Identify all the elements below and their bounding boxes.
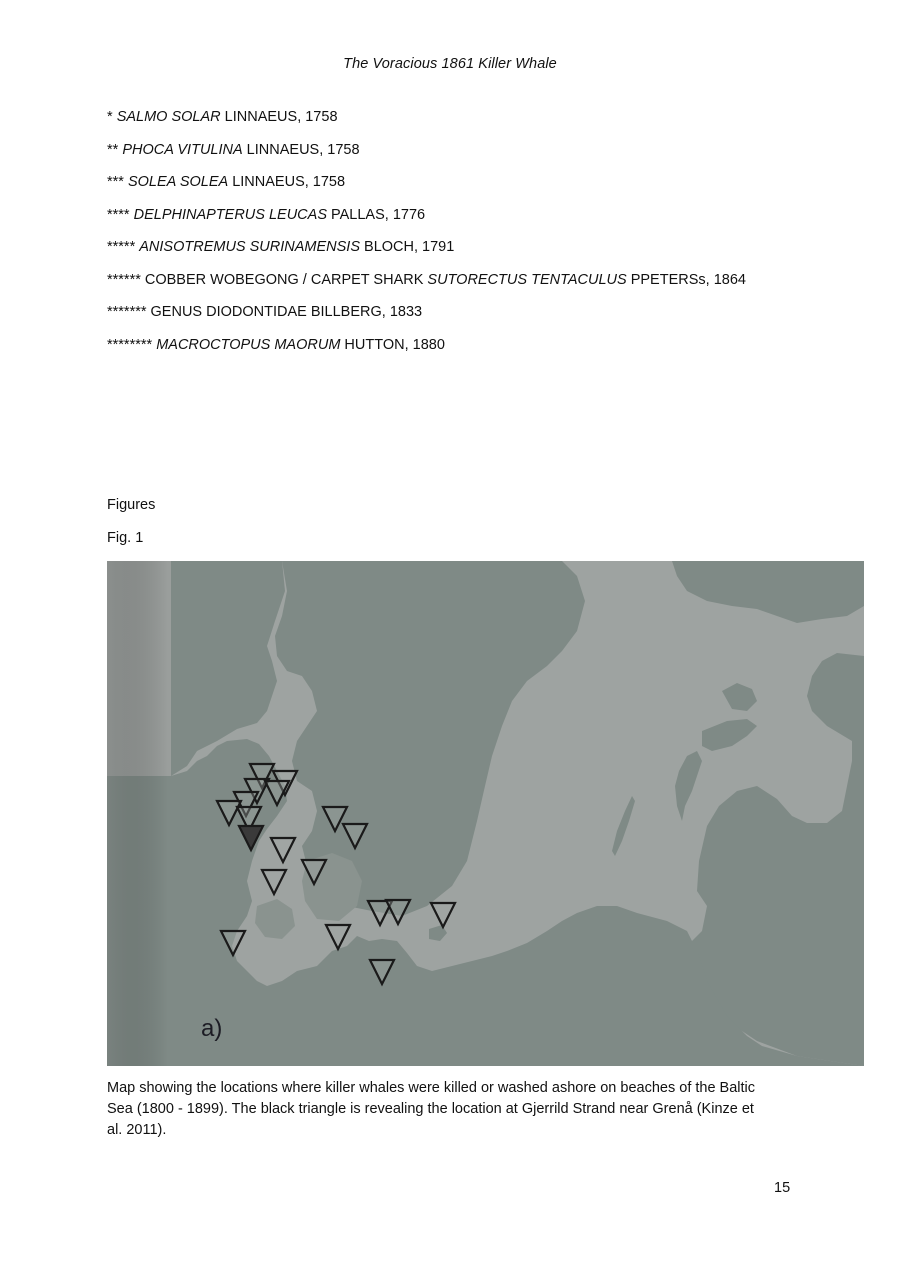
footnote-item	[107, 108, 746, 141]
species-name: MACROCTOPUS MAORUM	[156, 336, 341, 353]
caption-line: Map showing the locations where killer whales were killed or washed ashore on beaches of the Baltic	[107, 1080, 756, 1096]
footnote-marker: *	[107, 109, 113, 125]
page-number: 15	[774, 1180, 791, 1196]
footnote-item	[107, 206, 746, 239]
authority: HUTTON, 1880	[340, 336, 445, 353]
footnote-item	[107, 173, 746, 206]
figure-label: Fig. 1	[107, 530, 144, 546]
footnote-marker: *****	[107, 239, 136, 255]
map-image	[107, 561, 864, 1066]
footnote-marker: *******	[107, 304, 147, 320]
panel-label: a)	[201, 1015, 223, 1042]
species-name: PHOCA VITULINA	[122, 141, 243, 158]
footnote-marker: ****	[107, 206, 130, 223]
running-header: The Voracious 1861 Killer Whale	[343, 56, 557, 72]
authority: LINNAEUS, 1758	[242, 141, 360, 158]
photo-vignette	[107, 561, 864, 1066]
common-name: COBBER WOBEGONG / CARPET SHARK	[144, 271, 428, 288]
authority: LINNAEUS, 1758	[228, 174, 346, 190]
footnote-item	[107, 303, 746, 336]
species-name: ANISOTREMUS SURINAMENSIS	[139, 239, 360, 255]
species-name: SUTORECTUS TENTACULUS	[427, 271, 627, 288]
species-name: DELPHINAPTERUS LEUCAS	[133, 206, 327, 223]
caption-line: Sea (1800 - 1899). The black triangle is revealing the location at Gjerrild Strand near Grenå (Kinze et	[107, 1101, 754, 1117]
authority: PPETERSs, 1864	[626, 271, 746, 288]
figures-heading: Figures	[107, 497, 156, 513]
footnote-item	[107, 238, 746, 271]
caption-line: al. 2011).	[107, 1122, 167, 1138]
authority: PALLAS, 1776	[327, 206, 426, 223]
taxon-name: GENUS DIODONTIDAE BILLBERG, 1833	[150, 304, 423, 320]
figure-caption	[107, 1078, 807, 1141]
footnote-marker: ***	[107, 174, 124, 190]
footnote-marker: ********	[107, 336, 153, 353]
authority: BLOCH, 1791	[360, 239, 455, 255]
footnote-marker: ******	[107, 271, 141, 288]
footnote-list	[107, 108, 746, 368]
species-name: SOLEA SOLEA	[127, 174, 229, 190]
footnote-item	[107, 141, 746, 174]
authority: LINNAEUS, 1758	[220, 109, 338, 125]
baltic-map-figure	[107, 561, 864, 1066]
species-name: SALMO SOLAR	[116, 109, 221, 125]
footnote-marker: **	[107, 141, 119, 158]
footnote-item	[107, 336, 746, 369]
footnote-item	[107, 271, 746, 304]
